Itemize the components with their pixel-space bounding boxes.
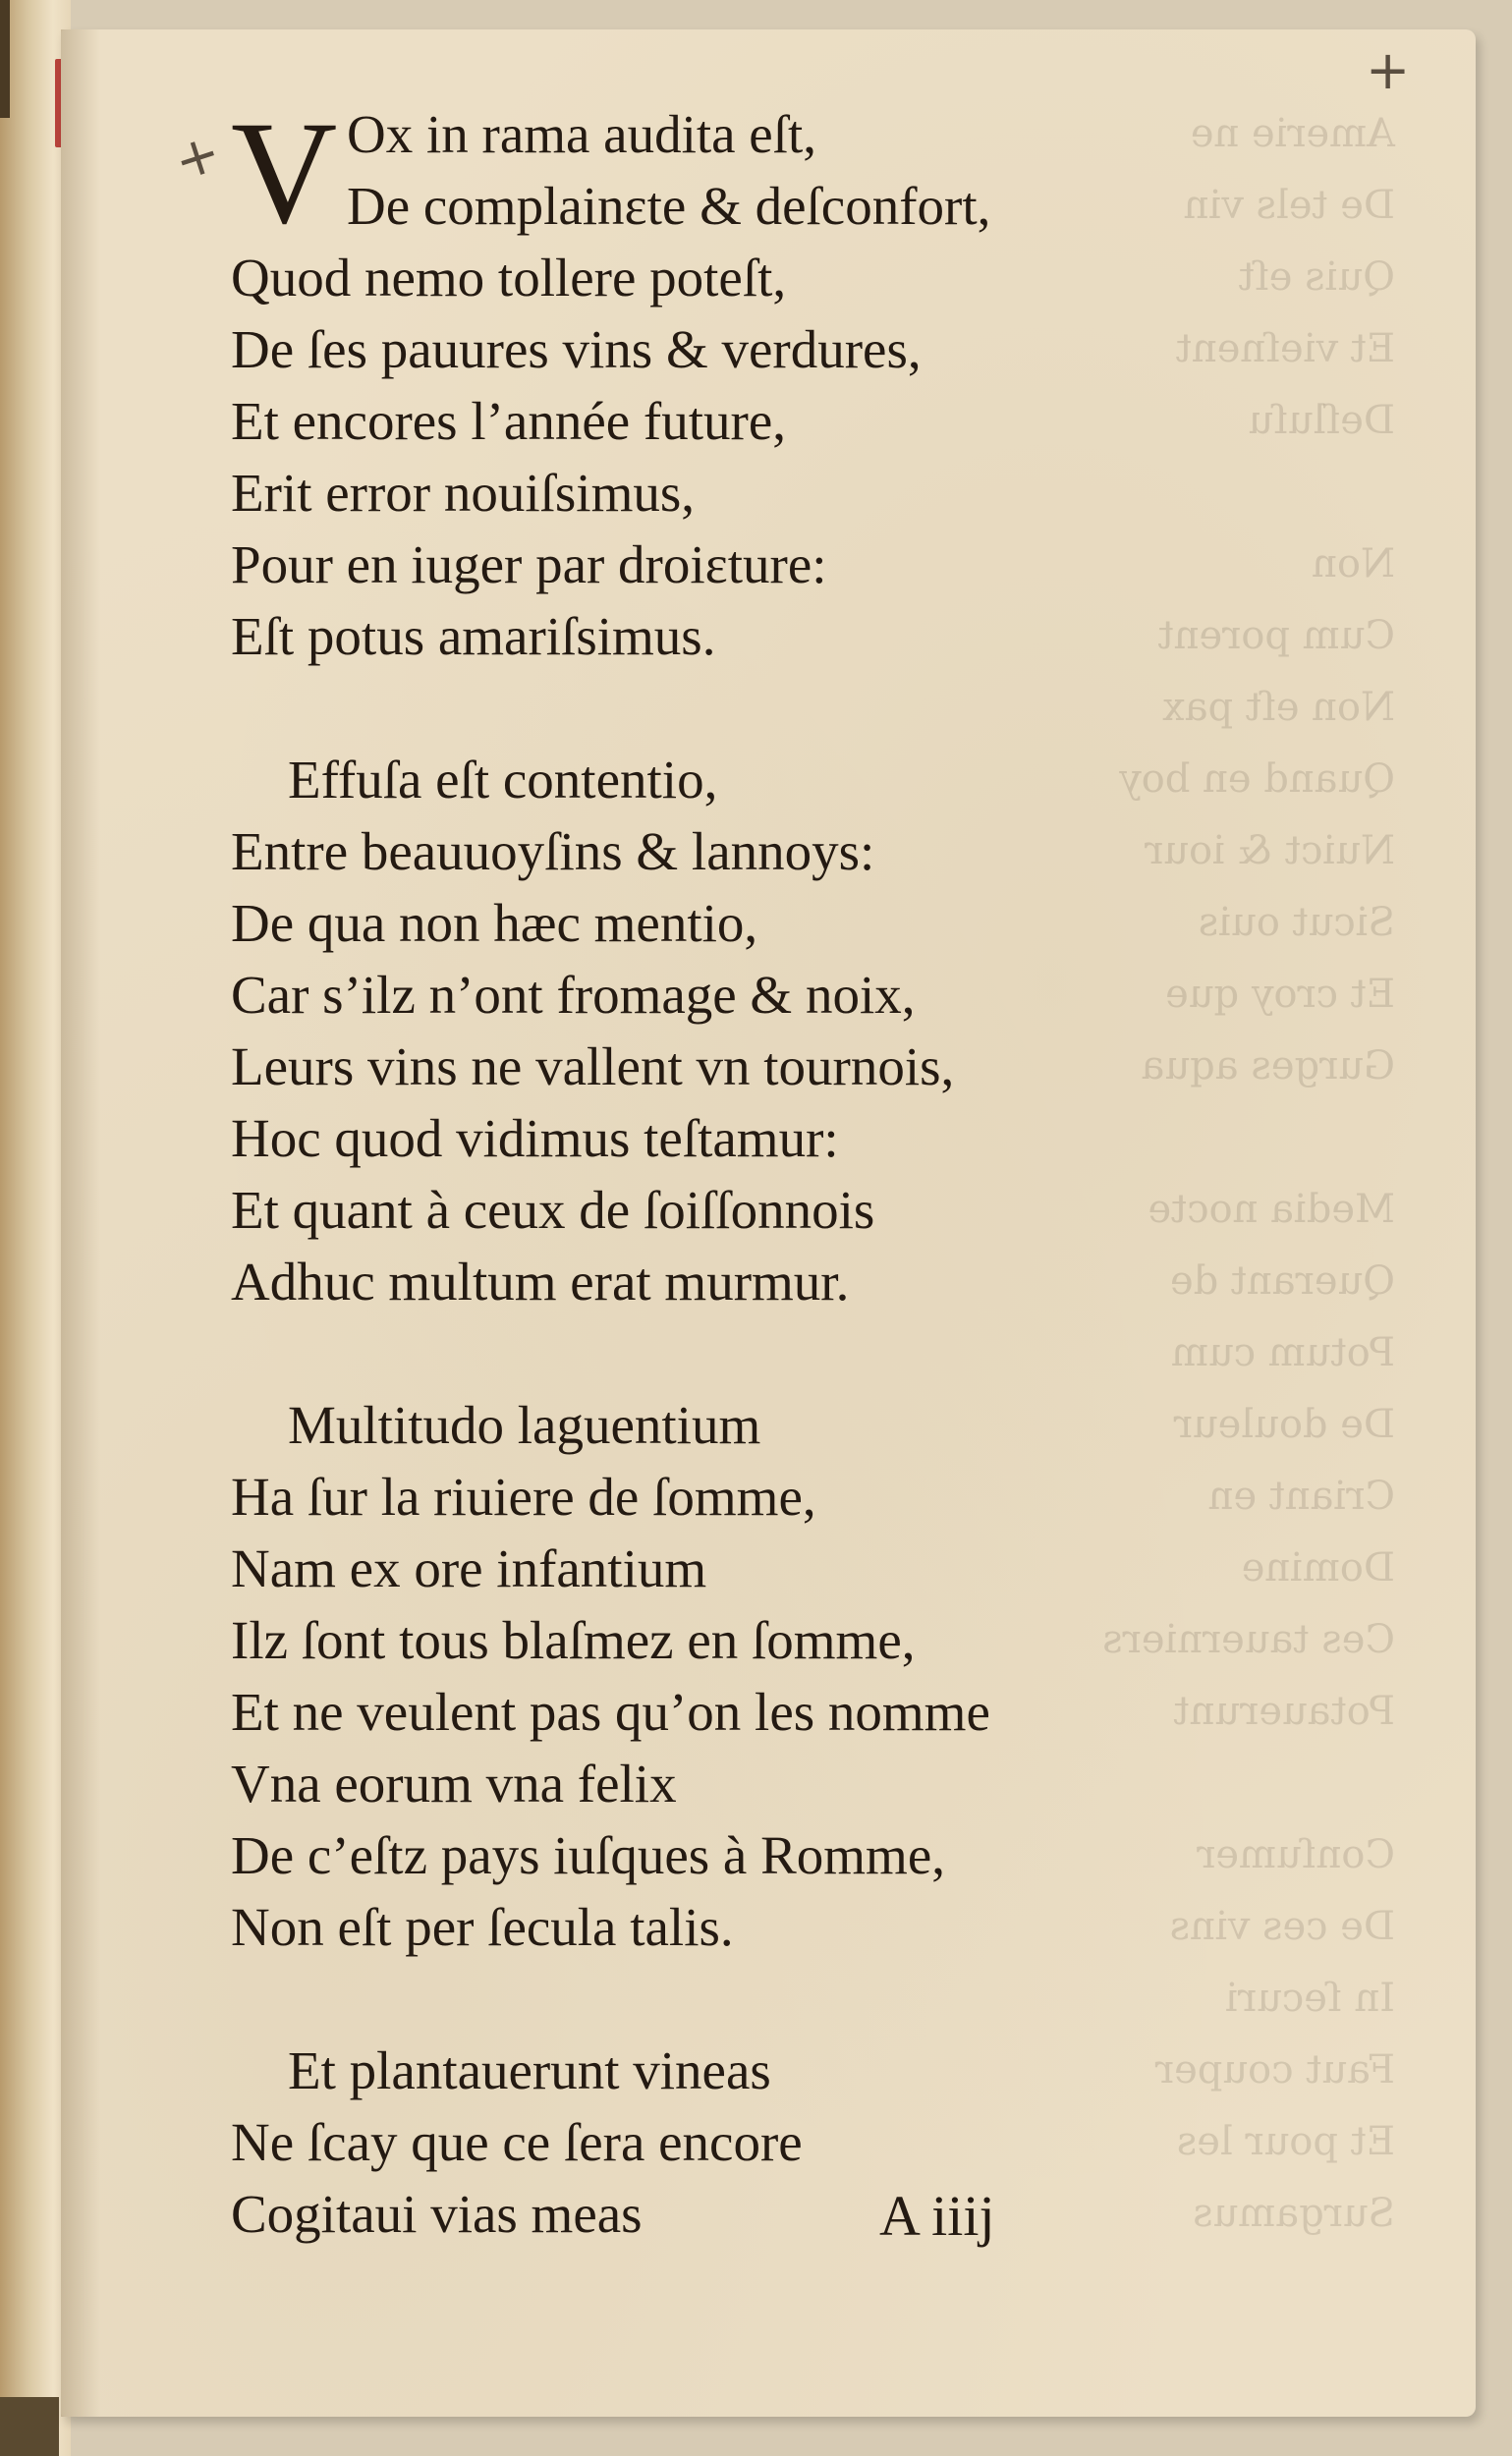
handwritten-cross-mark: + <box>1366 39 1411 101</box>
verse-line: Cogitaui vias meas <box>231 2184 643 2244</box>
verse-line: Adhuc multum erat murmur. <box>231 1252 850 1312</box>
verse-line: Ilz ſont tous blaſmez en ſomme, <box>231 1610 916 1670</box>
verse-line: Multitudo laguentium <box>288 1395 761 1455</box>
verse-line: Car s’ilz n’ont fromage & noix, <box>231 965 916 1025</box>
verse-line: De c’eſtz pays iuſques à Romme, <box>231 1825 946 1885</box>
verse-line: Entre beauuoyſins & lannoys: <box>231 821 875 881</box>
verse-line: Ox in rama audita eſt, <box>347 104 817 164</box>
verse-line: Et quant à ceux de ſoiſſonnois <box>231 1180 875 1240</box>
verse-line: De ſes pauures vins & verdures, <box>231 319 922 379</box>
verse-line: Eſt potus amariſsimus. <box>231 606 716 666</box>
drop-capital: V <box>231 91 338 254</box>
verse-line: Vna eorum vna felix <box>231 1754 677 1814</box>
poem-text <box>231 91 1115 2250</box>
verse-line: Effuſa eſt contentio, <box>288 750 718 809</box>
handwritten-cross-mark: + <box>166 120 228 194</box>
signature-mark: A iiij <box>879 2184 995 2248</box>
verse-line: Leurs vins ne vallent vn tournois, <box>231 1036 955 1096</box>
binding-corner <box>0 2397 59 2456</box>
verse-line: Ne ſcay que ce ſera encore <box>231 2112 803 2172</box>
verse-line: Et ne veulent pas qu’on les nomme <box>231 1682 990 1742</box>
verse-line: De complainɛte & deſconfort, <box>347 176 991 236</box>
verse-line: Ha ſur la riuiere de ſomme, <box>231 1467 816 1527</box>
verse-line: Pour en iuger par droiɛture: <box>231 534 827 594</box>
page-gutter-shadow <box>61 29 100 2417</box>
verse-line: Nam ex ore infantium <box>231 1538 707 1598</box>
stanza <box>231 1389 1115 1963</box>
binding-edge <box>0 0 10 118</box>
stanza <box>231 744 1115 1317</box>
verse-line: Et encores l’année future, <box>231 391 786 451</box>
verse-line: Et plantauerunt vineas <box>288 2040 771 2100</box>
verse-line: Hoc quod vidimus teſtamur: <box>231 1108 839 1168</box>
verse-line: Erit error nouiſsimus, <box>231 463 696 523</box>
verse-line: Non eſt per ſecula talis. <box>231 1897 734 1957</box>
verse-line: De qua non hæc mentio, <box>231 893 758 953</box>
verse-line: Quod nemo tollere poteſt, <box>231 248 787 307</box>
stanza <box>231 91 1115 672</box>
